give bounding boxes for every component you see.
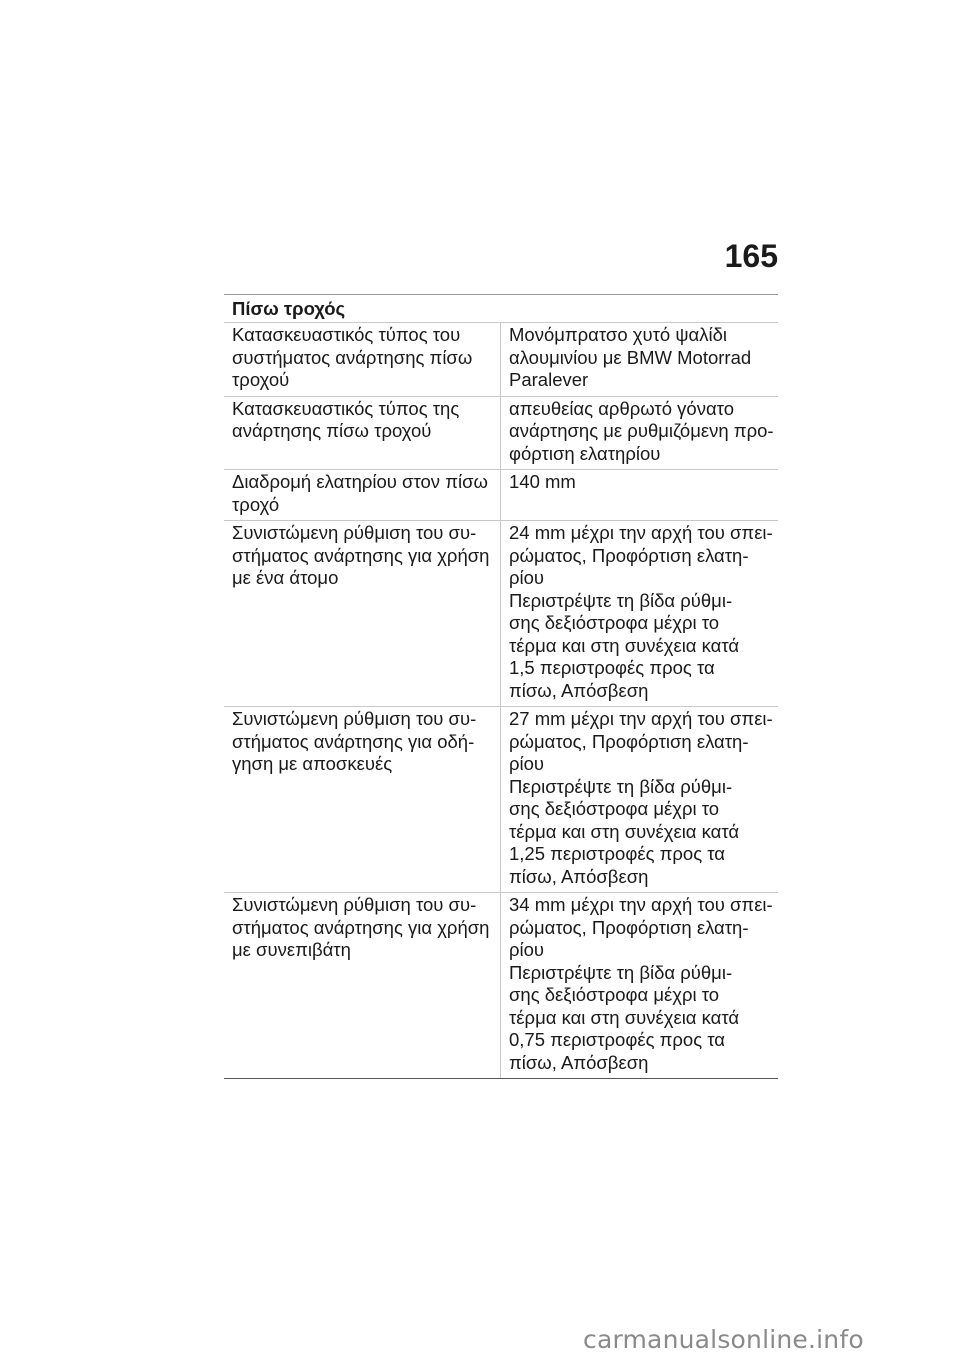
value-line: σης δεξιόστροφα μέχρι το: [509, 798, 720, 819]
label-line: Συνιστώμενη ρύθμιση του συ-: [232, 708, 477, 729]
value-line: Περιστρέψτε τη βίδα ρύθμι-: [509, 961, 733, 983]
row-label: [224, 893, 501, 1078]
value-line: ρώματος, Προφόρτιση ελατη-: [509, 730, 749, 752]
label-line: με ένα άτομο: [232, 567, 339, 588]
value-line: 27 mm μέχρι την αρχή του σπει-: [509, 708, 773, 729]
value-line: σης δεξιόστροφα μέχρι το: [509, 984, 720, 1005]
value-line: 1,25 περιστροφές προς τα: [509, 843, 726, 864]
label-line: με συνεπιβάτη: [232, 939, 351, 960]
value-line: τέρμα και στη συνέχεια κατά: [509, 634, 740, 656]
label-line: Κατασκευαστικός τύπος της: [232, 397, 460, 419]
table-row: [224, 323, 778, 397]
label-line: Διαδρομή ελατηρίου στον πίσω: [232, 471, 488, 492]
row-value: [501, 521, 778, 706]
value-line: ρίου: [509, 939, 545, 960]
table-row: [224, 470, 778, 521]
value-line: πίσω, Απόσβεση: [509, 679, 649, 701]
label-line: στήματος ανάρτησης για οδή-: [232, 730, 475, 752]
value-line: φόρτιση ελατηρίου: [509, 442, 661, 464]
value-line: ανάρτησης με ρυθμιζόμενη προ-: [509, 420, 774, 441]
table-row: [224, 707, 778, 893]
label-line: Συνιστώμενη ρύθμιση του συ-: [232, 894, 477, 915]
row-label: [224, 707, 501, 892]
table-row: [224, 521, 778, 707]
label-line: στήματος ανάρτησης για χρήση: [232, 544, 490, 566]
value-line: ρώματος, Προφόρτιση ελατη-: [509, 544, 749, 566]
value-line: τέρμα και στη συνέχεια κατά: [509, 1006, 740, 1028]
spec-table: [224, 294, 778, 1079]
value-line: Paralever: [509, 369, 589, 390]
section-title: Πίσω τροχός: [224, 295, 778, 323]
row-label: [224, 470, 501, 520]
label-line: Συνιστώμενη ρύθμιση του συ-: [232, 522, 477, 543]
label-line: συστήματος ανάρτησης πίσω: [232, 346, 473, 368]
label-line: τροχού: [232, 369, 290, 390]
value-line: 34 mm μέχρι την αρχή του σπει-: [509, 894, 773, 915]
value-line: αλουμινίου με BMW Motorrad: [509, 346, 752, 368]
table-row: [224, 893, 778, 1078]
label-line: γηση με αποσκευές: [232, 753, 393, 774]
value-line: ρίου: [509, 753, 545, 774]
row-value: [501, 707, 778, 892]
row-label: [224, 323, 501, 396]
value-line: 0,75 περιστροφές προς τα: [509, 1029, 726, 1050]
label-line: τροχό: [232, 493, 280, 515]
row-value: [501, 397, 778, 470]
page-number: 165: [724, 238, 778, 274]
label-line: Κατασκευαστικός τύπος του: [232, 324, 461, 345]
row-value: [501, 470, 778, 520]
row-value: [501, 893, 778, 1078]
value-line: Περιστρέψτε τη βίδα ρύθμι-: [509, 775, 733, 797]
value-line: 1,5 περιστροφές προς τα: [509, 657, 715, 678]
watermark: carmanualsonline.info: [583, 1325, 864, 1354]
row-value: [501, 323, 778, 396]
value-line: 24 mm μέχρι την αρχή του σπει-: [509, 522, 773, 543]
label-line: στήματος ανάρτησης για χρήση: [232, 916, 490, 938]
value-line: τέρμα και στη συνέχεια κατά: [509, 820, 740, 842]
value-line: σης δεξιόστροφα μέχρι το: [509, 612, 720, 633]
value-line: ρίου: [509, 567, 545, 588]
label-line: ανάρτησης πίσω τροχού: [232, 420, 432, 441]
value-line: 140 mm: [509, 471, 576, 492]
value-line: Περιστρέψτε τη βίδα ρύθμι-: [509, 589, 733, 611]
value-line: ρώματος, Προφόρτιση ελατη-: [509, 916, 749, 938]
value-line: Μονόμπρατσο χυτό ψαλίδι: [509, 324, 727, 345]
value-line: πίσω, Απόσβεση: [509, 1051, 649, 1073]
value-line: απευθείας αρθρωτό γόνατο: [509, 397, 734, 419]
row-label: [224, 521, 501, 706]
table-row: [224, 397, 778, 471]
value-line: πίσω, Απόσβεση: [509, 865, 649, 887]
row-label: [224, 397, 501, 470]
